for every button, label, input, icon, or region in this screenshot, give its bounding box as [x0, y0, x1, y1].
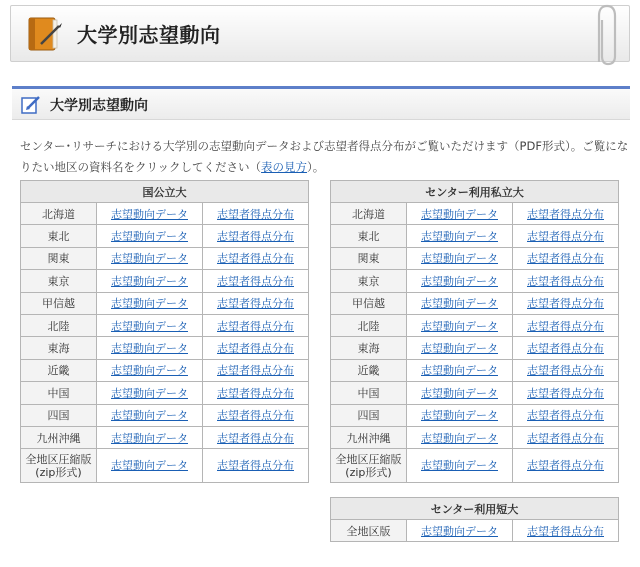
table-row [21, 359, 309, 381]
table-row [331, 382, 619, 404]
link-cell [513, 359, 619, 381]
region-label: 四国 [21, 404, 97, 426]
region-label: 東海 [331, 337, 407, 359]
private-university-table [330, 180, 619, 483]
trend-data-link[interactable]: 志望動向データ [111, 459, 188, 473]
region-label: 関東 [331, 247, 407, 269]
table-row [21, 382, 309, 404]
score-distribution-link[interactable]: 志望者得点分布 [217, 386, 294, 400]
link-cell [513, 247, 619, 269]
score-distribution-link[interactable]: 志望者得点分布 [217, 431, 294, 445]
trend-data-link[interactable]: 志望動向データ [111, 207, 188, 221]
link-cell [407, 225, 513, 247]
link-cell [203, 426, 309, 448]
link-cell [203, 337, 309, 359]
trend-data-link[interactable]: 志望動向データ [421, 364, 498, 378]
link-cell [407, 382, 513, 404]
link-cell [97, 292, 203, 314]
link-cell [407, 404, 513, 426]
table-header: 国公立大 [21, 181, 309, 203]
score-distribution-link[interactable]: 志望者得点分布 [217, 230, 294, 244]
region-label: 全地区圧縮版 (zip形式) [21, 449, 97, 483]
region-label: 九州沖縄 [21, 426, 97, 448]
region-label: 全地区版 [331, 520, 407, 542]
table-row [21, 203, 309, 225]
region-label: 北海道 [331, 203, 407, 225]
score-distribution-link[interactable]: 志望者得点分布 [217, 319, 294, 333]
page-title: 大学別志望動向 [77, 23, 221, 47]
table-row [21, 404, 309, 426]
score-distribution-link[interactable]: 志望者得点分布 [527, 207, 604, 221]
table-row [21, 337, 309, 359]
score-distribution-link[interactable]: 志望者得点分布 [527, 230, 604, 244]
table-row [331, 520, 619, 542]
region-label: 全地区圧縮版 (zip形式) [331, 449, 407, 483]
trend-data-link[interactable]: 志望動向データ [111, 431, 188, 445]
national-university-table [20, 180, 309, 483]
score-distribution-link[interactable]: 志望者得点分布 [527, 252, 604, 266]
trend-data-link[interactable]: 志望動向データ [111, 342, 188, 356]
link-cell [203, 449, 309, 483]
link-cell [407, 270, 513, 292]
score-distribution-link[interactable]: 志望者得点分布 [217, 207, 294, 221]
table-row [21, 426, 309, 448]
link-cell [97, 225, 203, 247]
link-cell [203, 225, 309, 247]
junior-college-table [330, 497, 619, 542]
trend-data-link[interactable]: 志望動向データ [421, 230, 498, 244]
link-cell [203, 382, 309, 404]
table-guide-link[interactable]: 表の見方 [261, 160, 308, 174]
score-distribution-link[interactable]: 志望者得点分布 [217, 252, 294, 266]
table-row [331, 359, 619, 381]
section-title: 大学別志望動向 [50, 98, 148, 114]
link-cell [203, 292, 309, 314]
link-cell [513, 426, 619, 448]
region-label: 四国 [331, 404, 407, 426]
score-distribution-link[interactable]: 志望者得点分布 [217, 409, 294, 423]
link-cell [513, 270, 619, 292]
score-distribution-link[interactable]: 志望者得点分布 [527, 364, 604, 378]
region-label: 北陸 [331, 314, 407, 336]
region-label: 近畿 [331, 359, 407, 381]
trend-data-link[interactable]: 志望動向データ [421, 297, 498, 311]
link-cell [513, 337, 619, 359]
score-distribution-link[interactable]: 志望者得点分布 [217, 274, 294, 288]
score-distribution-link[interactable]: 志望者得点分布 [217, 364, 294, 378]
region-label: 東北 [331, 225, 407, 247]
table-row [331, 203, 619, 225]
link-cell [97, 449, 203, 483]
trend-data-link[interactable]: 志望動向データ [421, 342, 498, 356]
table-row [331, 426, 619, 448]
score-distribution-link[interactable]: 志望者得点分布 [217, 297, 294, 311]
table-header: センター利用短大 [331, 498, 619, 520]
intro-text: センター･リサーチにおける大学別の志望動向データおよび志望者得点分布がご覧いただけます（PDF形式）。ご覧になりたい地区の資料名をクリックしてください（ [20, 139, 629, 174]
intro-paragraph [20, 136, 630, 178]
trend-data-link[interactable]: 志望動向データ [111, 409, 188, 423]
link-cell [203, 359, 309, 381]
trend-data-link[interactable]: 志望動向データ [111, 297, 188, 311]
trend-data-link[interactable]: 志望動向データ [421, 207, 498, 221]
link-cell [407, 247, 513, 269]
link-cell [97, 426, 203, 448]
link-cell [407, 203, 513, 225]
trend-data-link[interactable]: 志望動向データ [111, 364, 188, 378]
table-row [21, 449, 309, 483]
trend-data-link[interactable]: 志望動向データ [111, 386, 188, 400]
paperclip-icon [587, 2, 623, 68]
link-cell [97, 404, 203, 426]
trend-data-link[interactable]: 志望動向データ [111, 274, 188, 288]
link-cell [203, 203, 309, 225]
score-distribution-link[interactable]: 志望者得点分布 [527, 431, 604, 445]
section-header [12, 86, 630, 120]
link-cell [97, 247, 203, 269]
trend-data-link[interactable]: 志望動向データ [421, 252, 498, 266]
score-distribution-link[interactable]: 志望者得点分布 [527, 524, 604, 538]
region-label: 関東 [21, 247, 97, 269]
trend-data-link[interactable]: 志望動向データ [111, 319, 188, 333]
link-cell [407, 314, 513, 336]
link-cell [513, 520, 619, 542]
region-label: 中国 [21, 382, 97, 404]
trend-data-link[interactable]: 志望動向データ [421, 459, 498, 473]
trend-data-link[interactable]: 志望動向データ [421, 409, 498, 423]
link-cell [97, 203, 203, 225]
link-cell [513, 203, 619, 225]
score-distribution-link[interactable]: 志望者得点分布 [527, 459, 604, 473]
link-cell [203, 404, 309, 426]
trend-data-link[interactable]: 志望動向データ [421, 274, 498, 288]
table-row [331, 225, 619, 247]
score-distribution-link[interactable]: 志望者得点分布 [527, 409, 604, 423]
region-label: 東海 [21, 337, 97, 359]
table-row [21, 314, 309, 336]
link-cell [97, 382, 203, 404]
page-header [10, 5, 630, 62]
trend-data-link[interactable]: 志望動向データ [111, 252, 188, 266]
link-cell [97, 270, 203, 292]
link-cell [407, 292, 513, 314]
link-cell [203, 314, 309, 336]
book-icon [23, 14, 63, 54]
region-label: 東北 [21, 225, 97, 247]
region-label: 甲信越 [331, 292, 407, 314]
region-label: 北海道 [21, 203, 97, 225]
link-cell [407, 337, 513, 359]
table-header: センター利用私立大 [331, 181, 619, 203]
table-row [21, 247, 309, 269]
region-label: 甲信越 [21, 292, 97, 314]
link-cell [513, 382, 619, 404]
link-cell [513, 225, 619, 247]
table-row [331, 292, 619, 314]
table-row [21, 270, 309, 292]
link-cell [513, 314, 619, 336]
table-row [21, 225, 309, 247]
link-cell [203, 247, 309, 269]
region-label: 東京 [21, 270, 97, 292]
table-row [331, 404, 619, 426]
table-row [21, 292, 309, 314]
link-cell [97, 359, 203, 381]
score-distribution-link[interactable]: 志望者得点分布 [527, 297, 604, 311]
link-cell [513, 449, 619, 483]
table-row [331, 270, 619, 292]
link-cell [407, 359, 513, 381]
score-distribution-link[interactable]: 志望者得点分布 [527, 386, 604, 400]
link-cell [407, 449, 513, 483]
link-cell [407, 426, 513, 448]
score-distribution-link[interactable]: 志望者得点分布 [527, 274, 604, 288]
trend-data-link[interactable]: 志望動向データ [111, 230, 188, 244]
trend-data-link[interactable]: 志望動向データ [421, 524, 498, 538]
table-row [331, 449, 619, 483]
intro-suffix: ）。 [307, 160, 325, 174]
link-cell [513, 404, 619, 426]
link-cell [513, 292, 619, 314]
link-cell [97, 314, 203, 336]
edit-icon [21, 95, 41, 115]
trend-data-link[interactable]: 志望動向データ [421, 386, 498, 400]
trend-data-link[interactable]: 志望動向データ [421, 319, 498, 333]
trend-data-link[interactable]: 志望動向データ [421, 431, 498, 445]
score-distribution-link[interactable]: 志望者得点分布 [217, 342, 294, 356]
table-row [331, 337, 619, 359]
region-label: 中国 [331, 382, 407, 404]
table-row [331, 314, 619, 336]
region-label: 九州沖縄 [331, 426, 407, 448]
score-distribution-link[interactable]: 志望者得点分布 [527, 342, 604, 356]
score-distribution-link[interactable]: 志望者得点分布 [527, 319, 604, 333]
region-label: 東京 [331, 270, 407, 292]
link-cell [203, 270, 309, 292]
link-cell [407, 520, 513, 542]
region-label: 北陸 [21, 314, 97, 336]
table-row [331, 247, 619, 269]
link-cell [97, 337, 203, 359]
score-distribution-link[interactable]: 志望者得点分布 [217, 459, 294, 473]
region-label: 近畿 [21, 359, 97, 381]
